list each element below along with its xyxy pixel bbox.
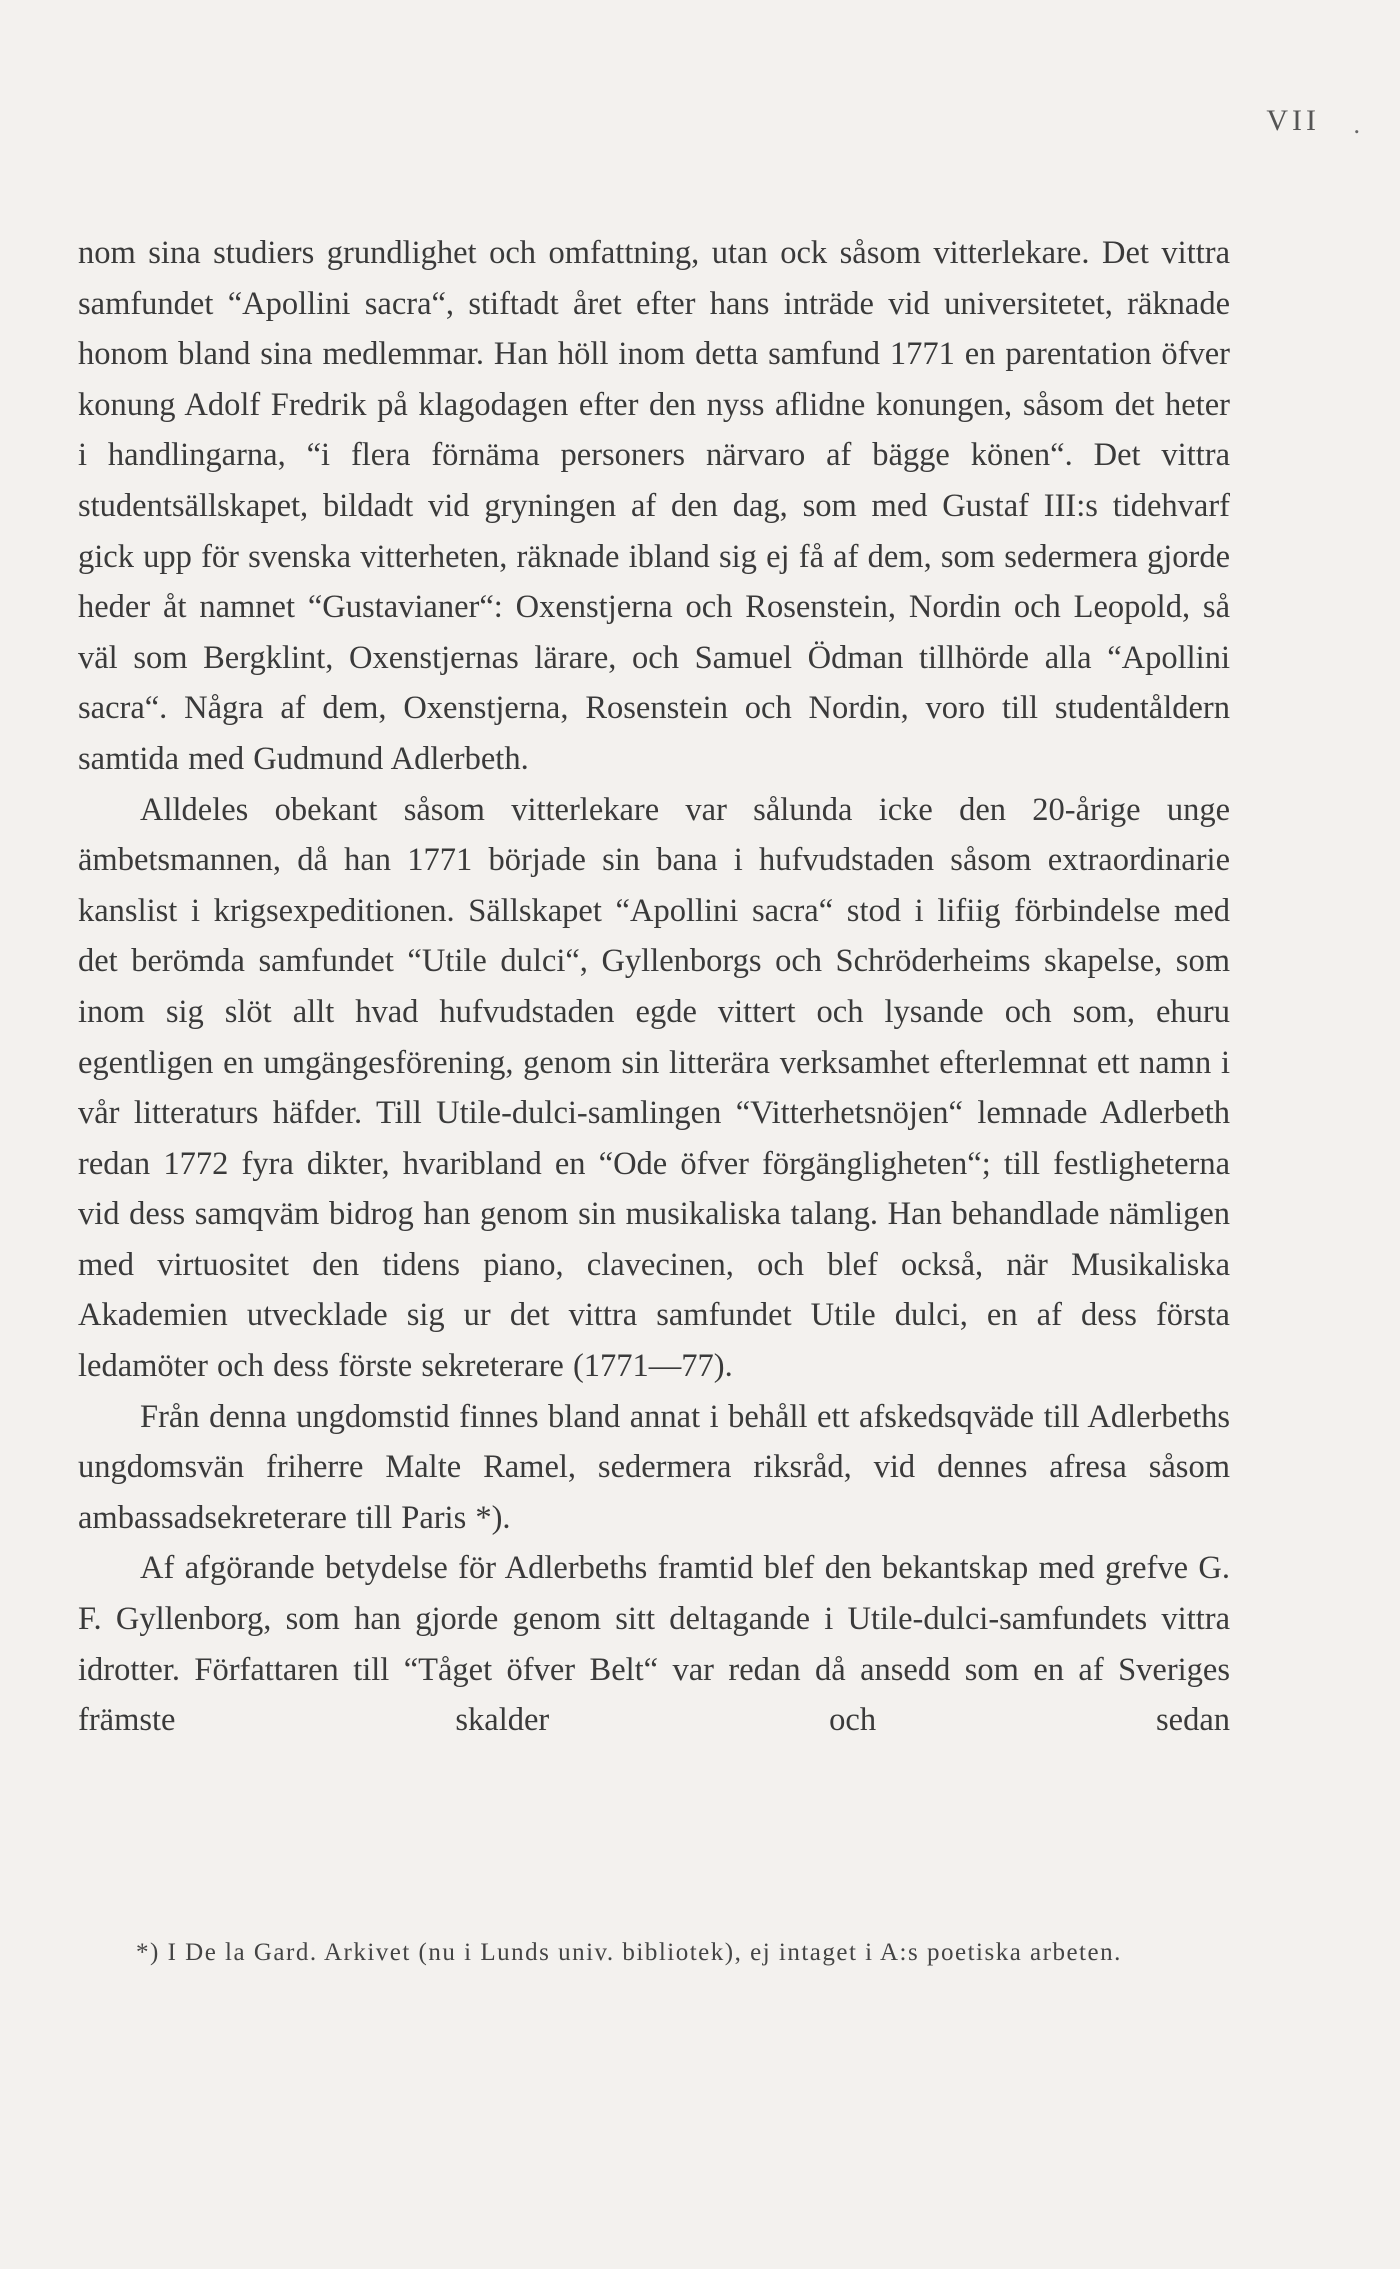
page-number: VII	[1266, 104, 1320, 137]
page-mark: .	[1353, 110, 1360, 139]
paragraph-1: nom sina studiers grundlighet och omfattning, utan ock såsom vitterlekare. Det vittra samfundet “Apollini sacra“, stiftadt året efter hans inträde vid universitetet, räknade honom bland sina medlemmar. Han höll inom detta samfund 1771 en parentation öfver konung Adolf Fredrik på klagodagen efter den nyss aflidne konungen, såsom det heter i handlingarna, “i flera förnäma personers närvaro af bägge könen“. Det vittra studentsällskapet, bildadt vid gryningen af den dag, som med Gustaf III:s tidehvarf gick upp för svenska vitterheten, räknade ibland sig ej få af dem, som sedermera gjorde heder åt namnet “Gustavianer“: Oxenstjerna och Rosenstein, Nordin och Leopold, så väl som Bergklint, Oxenstjernas lärare, och Samuel Ödman tillhörde alla “Apollini sacra“. Några af dem, Oxenstjerna, Rosenstein och Nordin, voro till studentåldern samtida med Gudmund Adlerbeth.	[78, 235, 1230, 777]
main-text	[78, 228, 1230, 1746]
paragraph-4: Af afgörande betydelse för Adlerbeths framtid blef den bekantskap med grefve G. F. Gyllenborg, som han gjorde genom sitt deltagande i Utile-dulci-samfundets vittra idrotter. Författaren till “Tåget öfver Belt“ var redan då ansedd som en af Sveriges främste skalder och sedan	[78, 1550, 1230, 1739]
paragraph-2: Alldeles obekant såsom vitterlekare var sålunda icke den 20-årige unge ämbetsmannen, då han 1771 började sin bana i hufvudstaden såsom extraordinarie kanslist i krigsexpeditionen. Sällskapet “Apollini sacra“ stod i lifiig förbindelse med det berömda samfundet “Utile dulci“, Gyllenborgs och Schröderheims skapelse, som inom sig slöt allt hvad hufvudstaden egde vittert och lysande och som, ehuru egentligen en umgängesförening, genom sin litterära verksamhet efterlemnat ett namn i vår litteraturs häfder. Till Utile-dulci-samlingen “Vitterhetsnöjen“ lemnade Adlerbeth redan 1772 fyra dikter, hvaribland en “Ode öfver förgängligheten“; till festligheterna vid dess samqväm bidrog han genom sin musikaliska talang. Han behandlade nämligen med virtuositet den tidens piano, clavecinen, och blef också, när Musikaliska Akademien utvecklade sig ur det vittra samfundet Utile dulci, en af dess första ledamöter och dess förste sekreterare (1771—77).	[78, 791, 1230, 1385]
footnote: *) I De la Gard. Arkivet (nu i Lunds univ. bibliotek), ej intaget i A:s poetiska arbeten.	[136, 1939, 1122, 1966]
paragraph-3: Från denna ungdomstid finnes bland annat i behåll ett afskedsqväde till Adlerbeths ungdomsvän friherre Malte Ramel, sedermera riksråd, vid dennes afresa såsom ambassadsekreterare till Paris *).	[78, 1398, 1230, 1536]
